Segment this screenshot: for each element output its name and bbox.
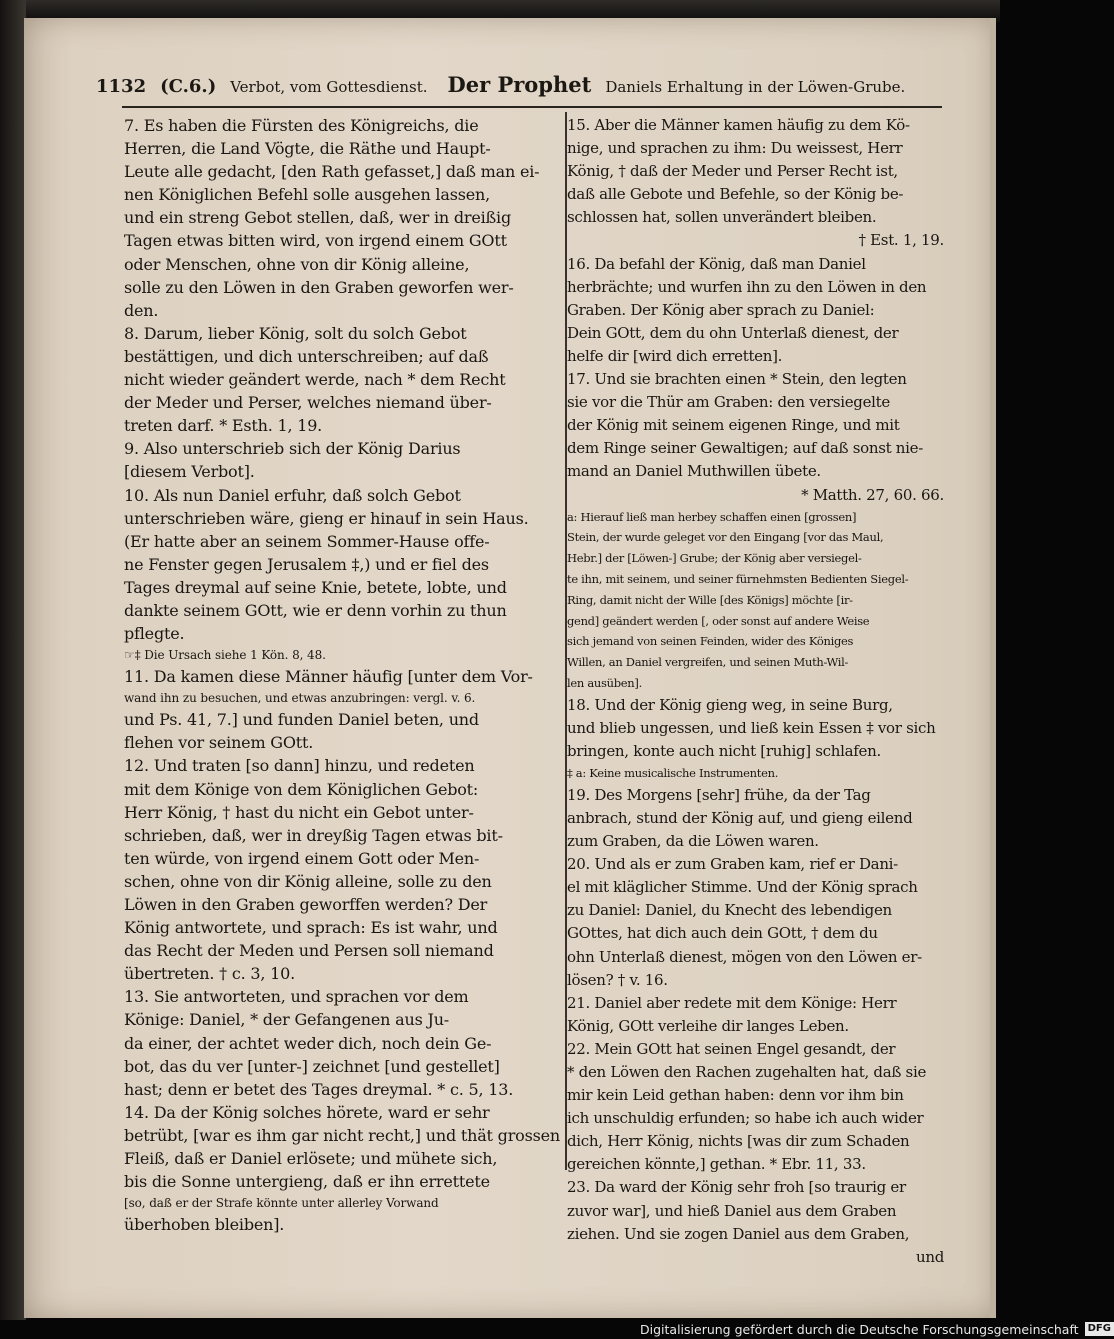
- dfg-logo: DFG: [1085, 1322, 1114, 1336]
- text-line: hast; denn er betet des Tages dreymal. * c. 5, 13.: [124, 1079, 514, 1099]
- text-line: * den Löwen den Rachen zugehalten hat, daß sie: [567, 1062, 927, 1081]
- text-line: helfe dir [wird dich erretten].: [567, 346, 783, 365]
- text-line: * Matth. 27, 60. 66.: [801, 485, 944, 504]
- text-line: ich unschuldig erfunden; so habe ich auch wider: [567, 1109, 924, 1128]
- text-line: mir kein Leid gethan haben: denn vor ihm bin: [567, 1086, 904, 1105]
- text-line: pflegte.: [124, 624, 185, 644]
- text-line: daß alle Gebote und Befehle, so der König be-: [567, 185, 904, 204]
- text-line: ‡ a: Keine musicalische Instrumenten.: [567, 766, 779, 781]
- text-line: den.: [124, 300, 159, 320]
- text-line: 16. Da befahl der König, daß man Daniel: [567, 254, 866, 273]
- text-line: Willen, an Daniel vergreifen, und seinen Muth-Wil-: [567, 655, 849, 670]
- text-line: herbrächte; und wurfen ihn zu den Löwen in den: [567, 277, 927, 296]
- footer-credit: Digitalisierung gefördert durch die Deutsche Forschungsgemeinschaft: [640, 1321, 1079, 1337]
- text-line: Herr König, † hast du nicht ein Gebot unter-: [124, 802, 474, 822]
- text-line: lösen? † v. 16.: [567, 970, 668, 989]
- text-line: zu Daniel: Daniel, du Knecht des lebendigen: [567, 901, 892, 920]
- text-line: das Recht der Meden und Persen soll niemand: [124, 941, 494, 961]
- text-line: a: Hierauf ließ man herbey schaffen einen [grossen]: [567, 509, 857, 524]
- text-line: betrübt, [war es ihm gar nicht recht,] und thät grossen: [124, 1125, 560, 1145]
- text-line: ne Fenster gegen Jerusalem ‡,) und er fiel des: [124, 554, 489, 574]
- text-line: schen, ohne von dir König alleine, solle zu den: [124, 871, 492, 891]
- text-line: König antwortete, und sprach: Es ist wahr, und: [124, 918, 498, 938]
- text-line: (Er hatte aber an seinem Sommer-Hause offe-: [124, 531, 490, 551]
- right-text-column: [567, 114, 944, 1266]
- text-line: schlossen hat, sollen unverändert bleiben.: [567, 208, 877, 227]
- text-line: nen Königlichen Befehl solle ausgehen lassen,: [124, 185, 490, 205]
- scan-border-left: [0, 0, 26, 1320]
- text-line: Tages dreymal auf seine Knie, betete, lobte, und: [124, 577, 507, 597]
- left-text-column: [124, 114, 560, 1235]
- text-line: ziehen. Und sie zogen Daniel aus dem Graben,: [567, 1224, 910, 1243]
- text-line: sich jemand von seinen Feinden, wider des Königes: [567, 634, 854, 649]
- text-line: bringen, konte auch nicht [ruhig] schlafen.: [567, 741, 881, 760]
- text-line: 15. Aber die Männer kamen häufig zu dem Kö-: [567, 116, 910, 134]
- text-line: 9. Also unterschrieb sich der König Darius: [124, 439, 461, 459]
- text-line: 11. Da kamen diese Männer häufig [unter dem Vor-: [124, 667, 533, 687]
- text-line: unterschrieben wäre, gieng er hinauf in sein Haus.: [124, 508, 529, 528]
- text-line: und ein streng Gebot stellen, daß, wer in dreißig: [124, 208, 512, 228]
- text-line: te ihn, mit seinem, und seiner fürnehmsten Bedienten Siegel-: [567, 571, 909, 586]
- text-line: mit dem Könige von dem Königlichen Gebot:: [124, 779, 479, 799]
- text-line: 20. Und als er zum Graben kam, rief er Dani-: [567, 855, 898, 874]
- text-line: ohn Unterlaß dienest, mögen von den Löwen er-: [567, 947, 922, 966]
- text-line: Ring, damit nicht der Wille [des Königs] möchte [ir-: [567, 592, 853, 607]
- text-line: 12. Und traten [so dann] hinzu, und redeten: [124, 756, 475, 776]
- text-line: 19. Des Morgens [sehr] frühe, da der Tag: [567, 785, 871, 804]
- text-line: 22. Mein GOtt hat seinen Engel gesandt, der: [567, 1039, 896, 1058]
- text-line: el mit kläglicher Stimme. Und der König sprach: [567, 878, 918, 897]
- chapter-reference: (C.6.): [160, 76, 217, 97]
- text-line: bestättigen, und dich unterschreiben; auf daß: [124, 346, 489, 366]
- text-line: len ausüben].: [567, 675, 642, 690]
- text-line: 10. Als nun Daniel erfuhr, daß solch Gebot: [124, 485, 461, 505]
- text-line: bis die Sonne untergieng, daß er ihn errettete: [124, 1172, 490, 1192]
- book-title: Der Prophet: [447, 72, 592, 97]
- text-line: der König mit seinem eigenen Ringe, und mit: [567, 416, 900, 435]
- digitization-footer: [640, 1320, 1114, 1338]
- text-line: 7. Es haben die Fürsten des Königreichs, die: [124, 116, 479, 135]
- text-line: 8. Darum, lieber König, solt du solch Gebot: [124, 323, 467, 343]
- text-line: und blieb ungessen, und ließ kein Essen ‡ vor sich: [567, 718, 936, 737]
- text-line: 21. Daniel aber redete mit dem Könige: Herr: [567, 993, 897, 1012]
- text-line: und: [915, 1247, 944, 1266]
- text-line: Hebr.] der [Löwen-] Grube; der König aber versiegel-: [567, 551, 862, 566]
- text-line: da einer, der achtet weder dich, noch dein Ge-: [124, 1033, 492, 1053]
- header-rule: [122, 106, 942, 108]
- text-line: und Ps. 41, 7.] und funden Daniel beten, und: [124, 710, 479, 730]
- text-line: gereichen könnte,] gethan. * Ebr. 11, 33.: [567, 1155, 866, 1174]
- text-line: 17. Und sie brachten einen * Stein, den legten: [567, 370, 907, 389]
- text-line: [so, daß er der Strafe könnte unter allerley Vorwand: [124, 1196, 439, 1211]
- text-line: zuvor war], und hieß Daniel aus dem Graben: [567, 1201, 897, 1220]
- text-line: bot, das du ver [unter-] zeichnet [und gestellet]: [124, 1056, 500, 1076]
- text-line: 13. Sie antworteten, und sprachen vor dem: [124, 987, 469, 1007]
- text-line: Fleiß, daß er Daniel erlösete; und mühete sich,: [124, 1149, 498, 1169]
- left-running-title: Verbot, vom Gottesdienst.: [230, 78, 428, 96]
- running-header: [96, 72, 926, 104]
- text-line: [diesem Verbot].: [124, 462, 255, 482]
- text-line: wand ihn zu besuchen, und etwas anzubringen: vergl. v. 6.: [124, 691, 476, 706]
- text-line: zum Graben, da die Löwen waren.: [567, 832, 819, 851]
- text-line: oder Menschen, ohne von dir König alleine,: [124, 254, 470, 274]
- text-line: mand an Daniel Muthwillen übete.: [567, 462, 821, 481]
- page-edge: [990, 18, 996, 1318]
- text-line: 14. Da der König solches hörete, ward er sehr: [124, 1102, 490, 1122]
- text-line: König, GOtt verleihe dir langes Leben.: [567, 1016, 849, 1035]
- text-line: König, † daß der Meder und Perser Recht ist,: [567, 162, 898, 181]
- text-line: treten darf. * Esth. 1, 19.: [124, 416, 323, 436]
- text-line: der Meder und Perser, welches niemand über-: [124, 393, 492, 413]
- text-line: Stein, der wurde geleget vor den Eingang [vor das Maul,: [567, 530, 884, 545]
- text-line: Herren, die Land Vögte, die Räthe und Haupt-: [124, 139, 491, 159]
- text-line: anbrach, stund der König auf, und gieng eilend: [567, 808, 913, 827]
- text-line: solle zu den Löwen in den Graben geworfen wer-: [124, 277, 514, 297]
- text-line: † Est. 1, 19.: [858, 231, 944, 250]
- text-line: ☞‡ Die Ursach siehe 1 Kön. 8, 48.: [124, 648, 326, 663]
- text-line: gend] geändert werden [, oder sonst auf andere Weise: [567, 613, 870, 628]
- text-line: Könige: Daniel, * der Gefangenen aus Ju-: [124, 1010, 450, 1030]
- text-line: überhoben bleiben].: [124, 1215, 285, 1235]
- text-line: dem Ringe seiner Gewaltigen; auf daß sonst nie-: [567, 439, 923, 458]
- text-line: dich, Herr König, nichts [was dir zum Schaden: [567, 1132, 910, 1151]
- text-line: 23. Da ward der König sehr froh [so traurig er: [567, 1178, 906, 1197]
- text-line: Dein GOtt, dem du ohn Unterlaß dienest, der: [567, 323, 899, 342]
- text-line: Löwen in den Graben geworffen werden? Der: [124, 895, 488, 914]
- text-line: sie vor die Thür am Graben: den versiegelte: [567, 393, 890, 412]
- text-line: flehen vor seinem GOtt.: [124, 733, 314, 753]
- text-line: dankte seinem GOtt, wie er denn vorhin zu thun: [124, 600, 507, 620]
- right-running-title: Daniels Erhaltung in der Löwen-Grube.: [605, 78, 906, 96]
- text-line: Tagen etwas bitten wird, von irgend einem GOtt: [124, 231, 507, 251]
- text-line: nige, und sprachen zu ihm: Du weissest, Herr: [567, 139, 903, 158]
- text-line: Graben. Der König aber sprach zu Daniel:: [567, 300, 875, 319]
- text-line: übertreten. † c. 3, 10.: [124, 964, 296, 984]
- text-line: nicht wieder geändert werde, nach * dem Recht: [124, 370, 506, 390]
- text-line: schrieben, daß, wer in dreyßig Tagen etwas bit-: [124, 825, 503, 845]
- text-line: 18. Und der König gieng weg, in seine Burg,: [567, 695, 893, 714]
- page-number: 1132: [96, 76, 147, 97]
- text-line: GOttes, hat dich auch dein GOtt, † dem du: [567, 924, 878, 943]
- text-line: Leute alle gedacht, [den Rath gefasset,] daß man ei-: [124, 162, 540, 182]
- text-line: ten würde, von irgend einem Gott oder Men-: [124, 848, 480, 868]
